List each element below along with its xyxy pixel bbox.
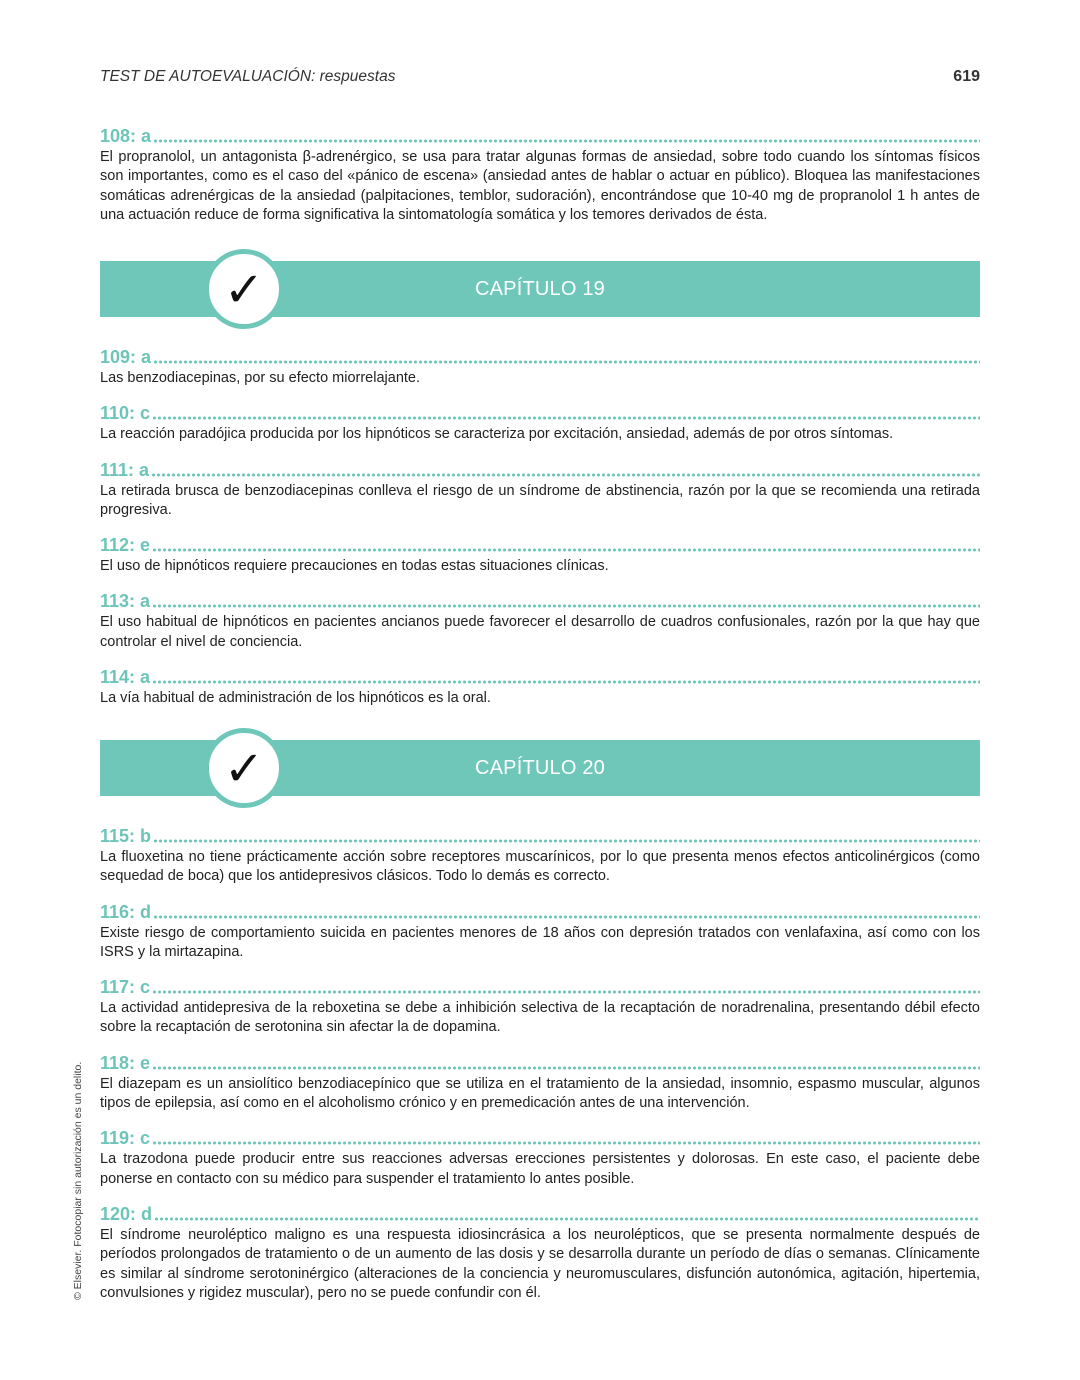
answer-label: 109: a <box>100 347 152 367</box>
answer-explanation: El uso de hipnóticos requiere precauciones en todas estas situaciones clínicas. <box>100 558 609 575</box>
dotted-leader <box>153 839 980 843</box>
dotted-leader <box>152 548 980 552</box>
answer-explanation: La reacción paradójica producida por los hipnóticos se caracteriza por excitación, ansiedad, además de por otros síntomas. <box>100 426 894 443</box>
dotted-leader <box>153 915 980 919</box>
answer-explanation: El propranolol, un antagonista β-adrenérgico, se usa para tratar algunas formas de ansiedad, sobre todo cuando los síntomas físicos son importantes, como es el caso del «pánico de escena» (ansiedad antes de hablar o actuar en público). Bloquea las manifestaciones somáticas adrenérgicas de la ansiedad (palpitaciones, temblor, sudoración), encontrándose que 10-40 mg de propranolol 1 h antes de una actuación reduce de forma significativa la sintomatología somática y los temores derivados de ésta. <box>100 149 980 223</box>
checkmark-icon: ✓ <box>223 741 265 797</box>
answer-heading <box>100 1127 980 1149</box>
answer-explanation: La vía habitual de administración de los hipnóticos es la oral. <box>100 690 491 707</box>
answer-heading <box>100 590 980 612</box>
answer-label: 112: e <box>100 535 151 556</box>
chapter-banner-20 <box>100 740 980 796</box>
answer-explanation: La retirada brusca de benzodiacepinas conlleva el riesgo de un síndrome de abstinencia, razón por la que se recomienda una retirada progresiva. <box>100 482 980 518</box>
answer-entry <box>100 590 980 652</box>
answer-heading <box>100 534 980 556</box>
answer-entry <box>100 125 980 225</box>
dotted-leader <box>152 416 980 420</box>
answer-entry <box>100 534 980 576</box>
copyright-note: © Elsevier. Fotocopiar sin autorización es un delito. <box>72 1061 84 1300</box>
answer-explanation: El síndrome neuroléptico maligno es una respuesta idiosincrásica a los neurolépticos, que se presenta normalmente después de períodos prolongados de tratamiento o de un aumento de las dosis y se desarrolla durante un período de días o semanas. Clínicamente es similar al síndrome serotoninérgico (alteraciones de la conciencia y neuromusculares, disfunción autonómica, agitación, hipertemia, convulsiones y rigidez muscular), pero no se puede confundir con él. <box>100 1226 980 1301</box>
answer-entry <box>100 976 980 1038</box>
page-number: 619 <box>953 68 980 85</box>
answer-heading <box>100 666 980 688</box>
page-header <box>100 68 980 92</box>
answer-block-chapter-20 <box>100 825 980 1303</box>
answer-entry <box>100 1127 980 1189</box>
answer-entry <box>100 901 980 963</box>
answer-explanation: La fluoxetina no tiene prácticamente acción sobre receptores muscarínicos, por lo que presenta menos efectos anticolinérgicos (como sequedad de boca) que los antidepresivos clásicos. Todo lo demás es correcto. <box>100 849 980 885</box>
dotted-leader <box>152 604 980 608</box>
answer-heading <box>100 1052 980 1074</box>
answer-explanation: La actividad antidepresiva de la reboxetina se debe a inhibición selectiva de la recaptación de noradrenalina, presentando débil efecto sobre la recaptación de serotonina sin afectar la de dopamina. <box>100 1000 980 1036</box>
answer-explanation: El diazepam es un ansiolítico benzodiacepínico que se utiliza en el tratamiento de la ansiedad, insomnio, espasmo muscular, algunos tipos de epilepsia, así como en el alcoholismo crónico y en premedicación antes de una intervención. <box>100 1075 980 1112</box>
dotted-leader <box>152 680 980 684</box>
chapter-banner-19 <box>100 261 980 317</box>
answer-explanation: El uso habitual de hipnóticos en pacientes ancianos puede favorecer el desarrollo de cuadros confusionales, razón por la que hay que controlar el nivel de conciencia. <box>100 614 980 650</box>
answer-entry <box>100 666 980 708</box>
answer-label: 117: c <box>100 977 151 998</box>
dotted-leader <box>152 990 980 994</box>
answer-heading <box>100 125 980 147</box>
answer-label: 118: e <box>100 1052 151 1073</box>
answer-label: 114: a <box>100 667 151 688</box>
answer-entry <box>100 1052 980 1114</box>
checkmark-icon: ✓ <box>223 262 265 318</box>
answer-entry <box>100 346 980 388</box>
answer-explanation: Existe riesgo de comportamiento suicida en pacientes menores de 18 años con depresión tratados con venlafaxina, así como con los ISRS y la mirtazapina. <box>100 924 980 960</box>
running-title: TEST DE AUTOEVALUACIÓN: respuestas <box>100 68 396 85</box>
answer-entry <box>100 1203 980 1303</box>
dotted-leader <box>152 1141 980 1145</box>
answer-heading <box>100 402 980 424</box>
dotted-leader <box>154 1217 980 1221</box>
answer-label: 120: d <box>100 1203 153 1224</box>
answer-heading <box>100 459 980 481</box>
answer-heading <box>100 1203 980 1225</box>
answer-label: 108: a <box>100 126 152 146</box>
answer-entry <box>100 459 980 521</box>
chapter-title: CAPÍTULO 20 <box>474 757 606 779</box>
answer-label: 116: d <box>100 901 152 922</box>
answer-heading <box>100 901 980 923</box>
answer-explanation: La trazodona puede producir entre sus reacciones adversas erecciones persistentes y dolorosas. En este caso, el paciente debe ponerse en contacto con su médico para suspender el tratamiento lo antes posible. <box>100 1151 980 1187</box>
answer-label: 110: c <box>100 403 151 424</box>
dotted-leader <box>152 1066 980 1070</box>
answer-entry <box>100 825 980 887</box>
answer-heading <box>100 825 980 847</box>
answer-label: 119: c <box>100 1128 151 1149</box>
answer-label: 113: a <box>100 591 151 612</box>
dotted-leader <box>153 139 980 143</box>
dotted-leader <box>151 473 980 477</box>
answer-block-intro <box>100 125 980 225</box>
answer-explanation: Las benzodiacepinas, por su efecto miorrelajante. <box>100 370 420 386</box>
answer-entry <box>100 402 980 444</box>
answer-block-chapter-19 <box>100 346 980 708</box>
chapter-title: CAPÍTULO 19 <box>474 278 606 300</box>
answer-label: 111: a <box>100 459 150 480</box>
answer-heading <box>100 976 980 998</box>
answer-label: 115: b <box>100 826 152 846</box>
dotted-leader <box>153 360 980 364</box>
answer-heading <box>100 346 980 368</box>
